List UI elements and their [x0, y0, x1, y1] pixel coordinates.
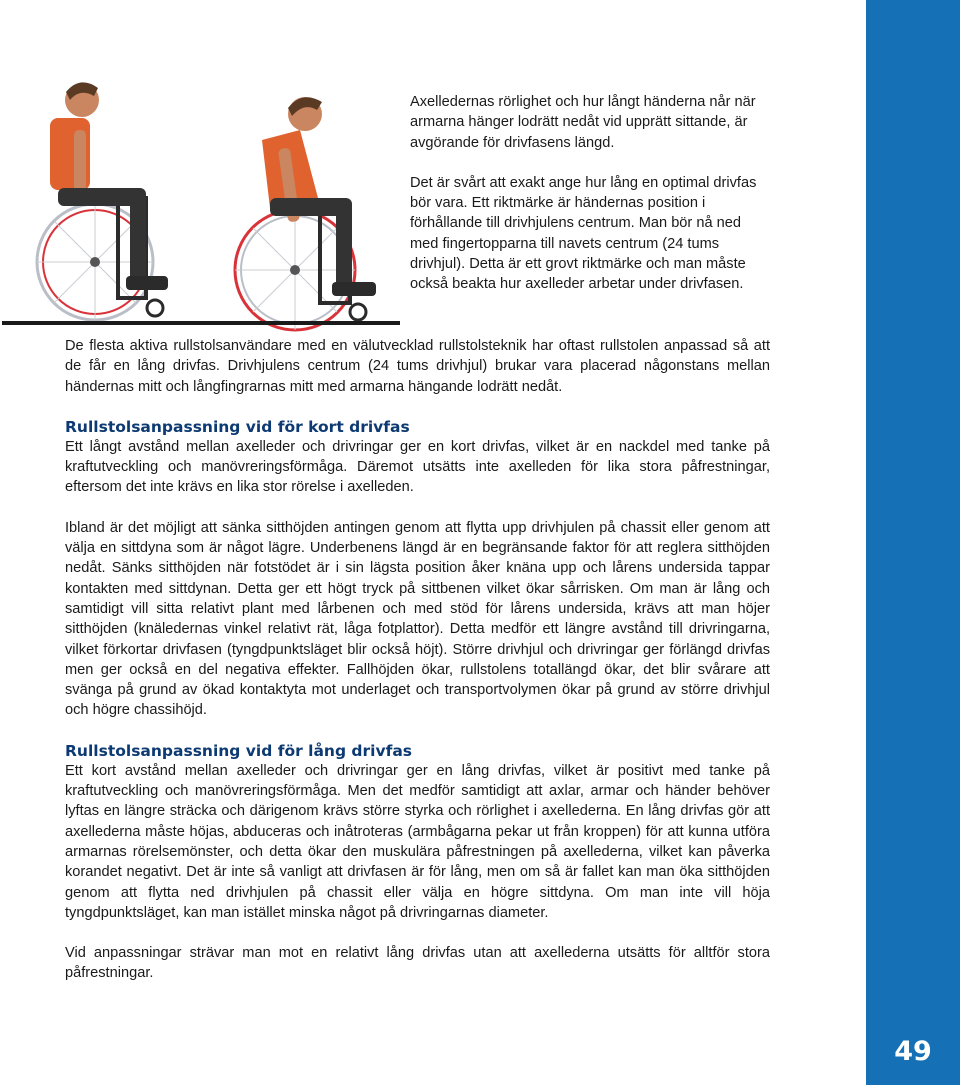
- body-paragraph-5: Vid anpassningar strävar man mot en relativt lång drivfas utan att axellederna utsätts för alltför stora påfrestningar.: [65, 945, 770, 982]
- section-heading-long-phase: Rullstolsanpassning vid för lång drivfas: [65, 741, 413, 760]
- wheelchair-user-figure-1: [37, 82, 168, 320]
- intro-paragraph-2: Det är svårt att exakt ange hur lång en optimal drivfas bör vara. Ett riktmärke är händernas position i förhållande till drivhjulens centrum. Man bör nå ned med fingertopparna till navets centrum (24 tums drivhjul). Detta är ett grovt riktmärke och man måste också beakta hur axelleder arbetar under drivfasen.: [410, 174, 757, 293]
- intro-paragraph-1: Axelledernas rörlighet och hur långt händerna når när armarna hänger lodrätt nedåt vid upprätt sittande, är avgörande för drivfasens längd.: [410, 94, 756, 151]
- body-paragraph-4: Ett kort avstånd mellan axelleder och drivringar ger en lång drivfas, vilket är positivt med tanke på kraftutveckling och manövreringsförmåga. Men det medför samtidigt att axlar, armar och händer behöver lyftas en längre sträcka och därigenom krävs större styrka och rörlighet i axellederna. En lång drivfas gör att axellederna måste höjas, abduceras och inåtroteras (armbågarna pekar ut från kroppen) för att kunna utföra armarnas rörelsemönster, och detta ökar den muskulära påfrestningen på axellederna, vilket kan påverka korandet negativt. Det är inte så vanligt att drivfasen är för lång, men om så är fallet kan man öka sitthöjden genom att flytta ned drivhjulen på chassit eller välja en högre sittdyna. Om man inte vill höja tyngdpunktsläget, kan man istället minska något på drivringarnas diameter.: [65, 762, 770, 921]
- page-number: 49: [894, 1036, 932, 1067]
- main-text: [65, 336, 770, 1004]
- section-heading-short-phase: Rullstolsanpassning vid för kort drivfas: [65, 417, 410, 436]
- body-paragraph-3: Ibland är det möjligt att sänka sitthöjden antingen genom att flytta upp drivhjulen på chassit eller genom att välja en sittdyna som är något lägre. Underbenens längd är en begränsande faktor för att reglera sitthöjden nedåt. Sänks sitthöjden när fotstödet är i sin lägsta position åker knäna upp och lårens undersida tappar kontakten med sittdynan. Detta ger ett högt tryck på sittbenen vilket ökar sårrisken. Om man är lång och samtidigt vill sitta relativt plant med lårbenen och med stöd för lårens undersida, krävs att man höjer sitthöjden (knäledernas vinkel relativt rät, låga fotplattor). Detta medför ett längre avstånd till drivringarna, vilket förkortar drivfasen (tyngdpunktsläget blir också höjt). Större drivhjul och drivringar ger förlängd drivfas men ger också en del negativa effekter. Fallhöjden ökar, rullstolens totallängd ökar, det blir svårare att svänga på grund av ökad kontaktyta mot underlaget och transportvolymen ökar på grund av större drivhjul och högre chassihöjd.: [65, 519, 770, 719]
- page-sidebar-band: [866, 0, 960, 1085]
- intro-text-column: [410, 92, 770, 315]
- body-paragraph-2: Ett långt avstånd mellan axelleder och drivringar ger en kort drivfas, vilket är en nackdel med tanke på kraftutveckling och manövreringsförmåga. Däremot utsätts inte axelleden för lika stora påfrestningar, eftersom det inte krävs en lika stor rörelse i axelleden.: [65, 438, 770, 496]
- wheelchair-user-figure-2: [235, 97, 376, 330]
- wheelchair-illustration: [0, 70, 405, 332]
- illustration-floor-line: [2, 321, 400, 325]
- body-paragraph-1: De flesta aktiva rullstolsanvändare med en välutvecklad rullstolsteknik har oftast rullstolen anpassad så att de får en lång drivfas. Drivhjulens centrum (24 tums drivhjul) brukar vara placerad någonstans mellan händernas mitt och långfingrarnas mitt med armarna hängande lodrätt nedåt.: [65, 338, 770, 395]
